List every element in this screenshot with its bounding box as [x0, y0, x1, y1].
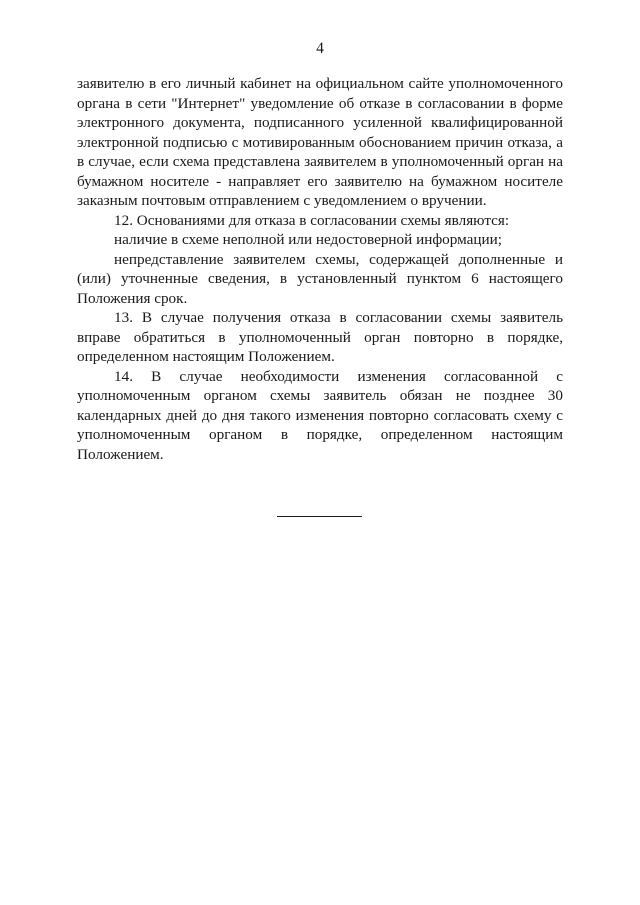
paragraph-ground-incomplete-info: наличие в схеме неполной или недостоверной информации;	[114, 231, 502, 248]
end-of-document-rule	[277, 516, 362, 517]
paragraph-continuation: заявителю в его личный кабинет на официальном сайте уполномоченного органа в сети "Интернет" уведомление об отказе в согласовании в форме электронного документа, подписанного усиленной квалифицированной электронной подписью с мотивированным обоснованием причин отказа, а в случае, если схема представлена заявителем в уполномоченный орган на бумажном носителе - направляет его заявителю на бумажном носителе заказным почтовым отправлением с уведомлением о вручении.	[77, 75, 563, 209]
paragraph-item-12: 12. Основаниями для отказа в согласовании схемы являются:	[114, 211, 510, 229]
page-number: 4	[316, 40, 324, 57]
paragraph-item-14: 14. В случае необходимости изменения согласованной с уполномоченным органом схемы заявитель обязан не позднее 30 календарных дней до дня такого изменения повторно согласовать схему с уполномоченным органом в порядке, определенном настоящим Положением.	[77, 367, 563, 463]
paragraph-item-13: 13. В случае получения отказа в согласовании схемы заявитель вправе обратиться в уполномоченный орган повторно в порядке, определенном настоящим Положением.	[77, 309, 563, 365]
paragraph-ground-not-submitted: непредставление заявителем схемы, содержащей дополненные и (или) уточненные сведения, в установленный пунктом 6 настоящего Положения срок.	[77, 250, 563, 307]
document-body	[77, 74, 563, 464]
